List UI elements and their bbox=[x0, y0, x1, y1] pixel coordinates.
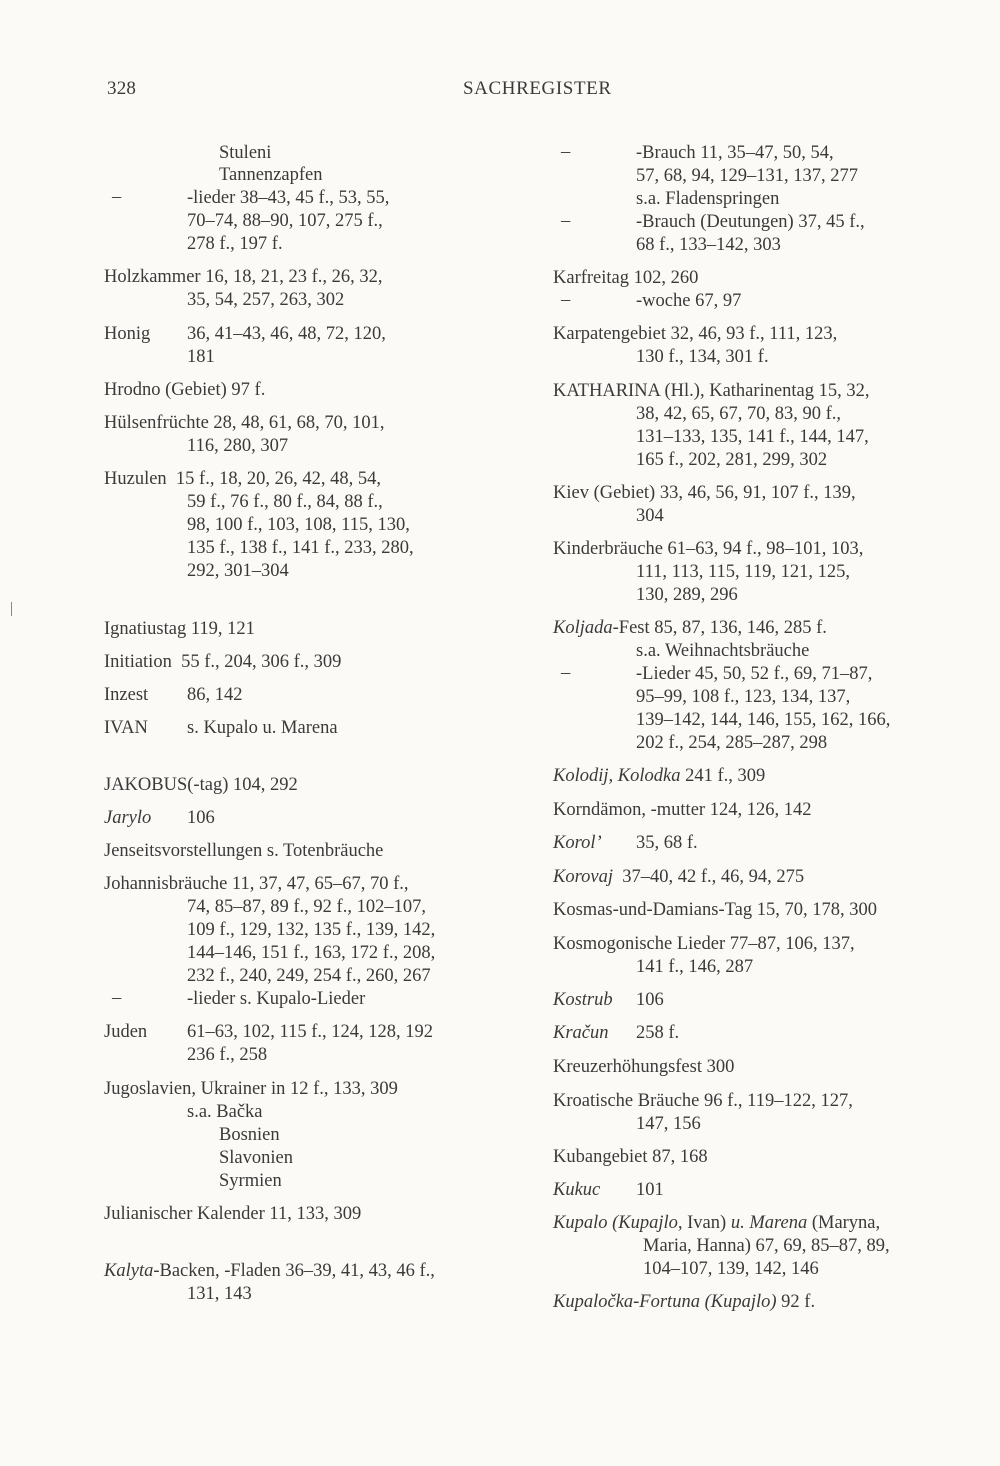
page-number: 328 bbox=[107, 78, 137, 99]
index-line bbox=[187, 1021, 433, 1043]
index-line bbox=[104, 323, 150, 345]
index-text: 101 bbox=[636, 1180, 664, 1200]
index-line bbox=[636, 732, 827, 754]
index-line bbox=[553, 765, 765, 787]
index-text: Johannisbräuche 11, 37, 47, 65–67, 70 f., bbox=[104, 874, 409, 894]
index-text: s.a. Fladenspringen bbox=[636, 189, 780, 209]
index-text: Ignatiustag 119, 121 bbox=[104, 619, 255, 639]
index-text: 258 f. bbox=[636, 1023, 680, 1043]
margin-mark bbox=[11, 602, 12, 616]
index-text: 135 f., 138 f., 141 f., 233, 280, bbox=[187, 538, 414, 558]
index-text: Karpatengebiet 32, 46, 93 f., 111, 123, bbox=[553, 324, 838, 344]
index-line bbox=[187, 1044, 267, 1066]
index-text: JAKOBUS(-tag) 104, 292 bbox=[104, 775, 298, 795]
index-text: 232 f., 240, 249, 254 f., 260, 267 bbox=[187, 966, 431, 986]
index-line bbox=[104, 1260, 435, 1282]
index-line bbox=[104, 684, 148, 706]
index-text: 181 bbox=[187, 347, 215, 367]
index-line bbox=[104, 1021, 147, 1043]
index-line bbox=[187, 323, 386, 345]
index-text: 36, 41–43, 46, 48, 72, 120, bbox=[187, 324, 386, 344]
index-line bbox=[553, 1090, 853, 1112]
index-text: 98, 100 f., 103, 108, 115, 130, bbox=[187, 515, 410, 535]
index-line bbox=[187, 1101, 263, 1123]
index-text: 86, 142 bbox=[187, 685, 243, 705]
index-text: -lieder s. Kupalo-Lieder bbox=[187, 989, 366, 1009]
index-line bbox=[219, 1170, 282, 1192]
index-line bbox=[553, 1022, 609, 1044]
index-line bbox=[187, 537, 414, 559]
italic-term: Korol’ bbox=[553, 833, 602, 853]
repeat-dash: – bbox=[561, 211, 571, 231]
index-text: 241 f., 309 bbox=[680, 766, 766, 786]
index-text: Kiev (Gebiet) 33, 46, 56, 91, 107 f., 139, bbox=[553, 483, 856, 503]
index-text: Ivan) bbox=[682, 1213, 731, 1233]
index-text: 139–142, 144, 146, 155, 162, 166, bbox=[636, 710, 891, 730]
index-text: 68 f., 133–142, 303 bbox=[636, 235, 781, 255]
index-text: -lieder 38–43, 45 f., 53, 55, bbox=[187, 188, 390, 208]
index-text: Kreuzerhöhungsfest 300 bbox=[553, 1057, 735, 1077]
index-line bbox=[187, 560, 289, 582]
index-line bbox=[636, 142, 834, 164]
index-text: 292, 301–304 bbox=[187, 561, 289, 581]
index-line bbox=[636, 640, 809, 662]
index-text: 109 f., 129, 132, 135 f., 139, 142, bbox=[187, 920, 436, 940]
index-text: 202 f., 254, 285–287, 298 bbox=[636, 733, 828, 753]
index-text: 106 bbox=[187, 808, 215, 828]
index-line bbox=[636, 1113, 701, 1135]
index-text: Stuleni bbox=[219, 143, 272, 163]
index-line bbox=[187, 684, 243, 706]
index-line bbox=[187, 187, 389, 209]
index-text: s.a. Weihnachtsbräuche bbox=[636, 641, 810, 661]
index-text: 59 f., 76 f., 80 f., 84, 88 f., bbox=[187, 492, 383, 512]
italic-term: Kostrub bbox=[553, 990, 613, 1010]
index-line bbox=[636, 165, 858, 187]
index-line bbox=[553, 799, 811, 821]
index-line bbox=[636, 211, 865, 233]
index-line bbox=[219, 1147, 293, 1169]
index-text: 106 bbox=[636, 990, 664, 1010]
index-text: Huzulen 15 f., 18, 20, 26, 42, 48, 54, bbox=[104, 469, 381, 489]
index-line bbox=[553, 989, 613, 1011]
index-line bbox=[553, 1056, 734, 1078]
index-line bbox=[104, 873, 409, 895]
index-text: 61–63, 102, 115 f., 124, 128, 192 bbox=[187, 1022, 433, 1042]
index-text: 95–99, 108 f., 123, 134, 137, bbox=[636, 687, 851, 707]
index-text: 130, 289, 296 bbox=[636, 585, 738, 605]
index-text: 304 bbox=[636, 506, 664, 526]
index-line bbox=[636, 1179, 664, 1201]
index-text: Hrodno (Gebiet) 97 f. bbox=[104, 380, 266, 400]
index-text: Holzkammer 16, 18, 21, 23 f., 26, 32, bbox=[104, 267, 383, 287]
index-line bbox=[187, 807, 215, 829]
index-text: Kubangebiet 87, 168 bbox=[553, 1147, 708, 1167]
index-line bbox=[636, 663, 872, 685]
index-line bbox=[104, 618, 255, 640]
index-line bbox=[104, 1078, 398, 1100]
index-text: -Lieder 45, 50, 52 f., 69, 71–87, bbox=[636, 664, 873, 684]
index-text: 70–74, 88–90, 107, 275 f., bbox=[187, 211, 383, 231]
index-line bbox=[187, 289, 344, 311]
index-line bbox=[636, 505, 664, 527]
index-line bbox=[187, 717, 338, 739]
index-text: Jenseitsvorstellungen s. Totenbräuche bbox=[104, 841, 384, 861]
index-line bbox=[636, 709, 890, 731]
index-text: (Maryna, bbox=[807, 1213, 881, 1233]
index-text: Tannenzapfen bbox=[219, 165, 323, 185]
index-text: 35, 68 f. bbox=[636, 833, 698, 853]
index-text: Kroatische Bräuche 96 f., 119–122, 127, bbox=[553, 1091, 853, 1111]
index-line bbox=[636, 346, 769, 368]
repeat-dash: – bbox=[112, 988, 122, 1008]
italic-term: Kupalo (Kupajlo, bbox=[553, 1213, 683, 1233]
index-line bbox=[636, 989, 664, 1011]
index-text: s. Kupalo u. Marena bbox=[187, 718, 338, 738]
index-text: 131–133, 135, 141 f., 144, 147, bbox=[636, 427, 869, 447]
index-line bbox=[636, 403, 841, 425]
index-line bbox=[187, 896, 426, 918]
index-text: s.a. Bačka bbox=[187, 1102, 263, 1122]
index-text: Inzest bbox=[104, 685, 149, 705]
index-line bbox=[187, 491, 383, 513]
index-line bbox=[553, 1291, 815, 1313]
index-text: 104–107, 139, 142, 146 bbox=[643, 1259, 819, 1279]
index-text: Maria, Hanna) 67, 69, 85–87, 89, bbox=[643, 1236, 890, 1256]
index-line bbox=[104, 774, 298, 796]
italic-term: Kračun bbox=[553, 1023, 609, 1043]
repeat-dash: – bbox=[112, 187, 122, 207]
index-line bbox=[553, 933, 855, 955]
index-line bbox=[553, 1179, 600, 1201]
index-line bbox=[643, 1235, 890, 1257]
index-text: Juden bbox=[104, 1022, 148, 1042]
repeat-dash: – bbox=[561, 142, 571, 162]
index-line bbox=[636, 686, 850, 708]
index-line bbox=[104, 266, 383, 288]
index-line bbox=[187, 965, 431, 987]
italic-term: Kukuc bbox=[553, 1180, 601, 1200]
index-line bbox=[104, 651, 341, 673]
index-text: Syrmien bbox=[219, 1171, 282, 1191]
index-line bbox=[636, 561, 850, 583]
index-text: Initiation 55 f., 204, 306 f., 309 bbox=[104, 652, 342, 672]
index-line bbox=[553, 323, 837, 345]
index-text: -Backen, -Fladen 36–39, 41, 43, 46 f., bbox=[153, 1261, 435, 1281]
index-line bbox=[553, 1146, 708, 1168]
index-text: Julianischer Kalender 11, 133, 309 bbox=[104, 1204, 362, 1224]
index-line bbox=[104, 717, 148, 739]
index-line bbox=[636, 832, 698, 854]
index-line bbox=[643, 1258, 819, 1280]
index-line bbox=[636, 426, 869, 448]
index-text: 57, 68, 94, 129–131, 137, 277 bbox=[636, 166, 858, 186]
index-text: Honig bbox=[104, 324, 151, 344]
index-line bbox=[553, 482, 856, 504]
repeat-dash: – bbox=[561, 290, 571, 310]
index-text: 37–40, 42 f., 46, 94, 275 bbox=[612, 867, 805, 887]
italic-term: u. Marena bbox=[730, 1213, 808, 1233]
index-line bbox=[104, 379, 265, 401]
repeat-dash: – bbox=[561, 663, 571, 683]
index-line bbox=[104, 412, 385, 434]
index-line bbox=[553, 1212, 880, 1234]
index-text: 116, 280, 307 bbox=[187, 436, 289, 456]
index-text: Kinderbräuche 61–63, 94 f., 98–101, 103, bbox=[553, 539, 864, 559]
index-text: Korndämon, -mutter 124, 126, 142 bbox=[553, 800, 812, 820]
index-line bbox=[104, 468, 381, 490]
index-text: -woche 67, 97 bbox=[636, 291, 742, 311]
index-text: 130 f., 134, 301 f. bbox=[636, 347, 769, 367]
index-text: Kosmogonische Lieder 77–87, 106, 137, bbox=[553, 934, 855, 954]
index-line bbox=[104, 807, 151, 829]
index-text: 111, 113, 115, 119, 121, 125, bbox=[636, 562, 850, 582]
index-text: Bosnien bbox=[219, 1125, 280, 1145]
index-line bbox=[187, 210, 383, 232]
index-line bbox=[187, 233, 283, 255]
index-line bbox=[553, 899, 877, 921]
index-text: 147, 156 bbox=[636, 1114, 701, 1134]
index-text: Jugoslavien, Ukrainer in 12 f., 133, 309 bbox=[104, 1079, 398, 1099]
index-text: Slavonien bbox=[219, 1148, 293, 1168]
index-text: 35, 54, 257, 263, 302 bbox=[187, 290, 345, 310]
index-line bbox=[636, 188, 779, 210]
index-line bbox=[553, 380, 870, 402]
italic-term: Kupaločka-Fortuna (Kupajlo) bbox=[553, 1292, 777, 1312]
index-line bbox=[187, 919, 435, 941]
index-line bbox=[187, 346, 215, 368]
index-line bbox=[553, 538, 863, 560]
index-line bbox=[636, 449, 827, 471]
italic-term: Jarylo bbox=[104, 808, 152, 828]
index-line bbox=[219, 164, 322, 186]
index-line bbox=[636, 584, 738, 606]
index-text: 131, 143 bbox=[187, 1284, 252, 1304]
index-line bbox=[553, 866, 804, 888]
index-text: KATHARINA (Hl.), Katharinentag 15, 32, bbox=[553, 381, 870, 401]
index-text: 236 f., 258 bbox=[187, 1045, 268, 1065]
index-text: 38, 42, 65, 67, 70, 83, 90 f., bbox=[636, 404, 842, 424]
index-text: 92 f. bbox=[776, 1292, 816, 1312]
italic-term: Kalyta bbox=[104, 1261, 154, 1281]
index-text: 74, 85–87, 89 f., 92 f., 102–107, bbox=[187, 897, 426, 917]
index-text: -Fest 85, 87, 136, 146, 285 f. bbox=[612, 618, 827, 638]
running-title: SACHREGISTER bbox=[463, 78, 612, 99]
index-line bbox=[187, 435, 288, 457]
index-line bbox=[553, 832, 602, 854]
italic-term: Kolodij, Kolodka bbox=[553, 766, 681, 786]
italic-term: Korovaj bbox=[553, 867, 613, 887]
index-line bbox=[104, 1203, 361, 1225]
index-text: Hülsenfrüchte 28, 48, 61, 68, 70, 101, bbox=[104, 413, 385, 433]
index-text: 141 f., 146, 287 bbox=[636, 957, 754, 977]
italic-term: Koljada bbox=[553, 618, 613, 638]
index-text: 278 f., 197 f. bbox=[187, 234, 283, 254]
index-line bbox=[553, 267, 698, 289]
index-text: -Brauch 11, 35–47, 50, 54, bbox=[636, 143, 834, 163]
index-line bbox=[636, 290, 741, 312]
index-line bbox=[553, 617, 827, 639]
index-line bbox=[636, 1022, 679, 1044]
index-text: 165 f., 202, 281, 299, 302 bbox=[636, 450, 828, 470]
index-line bbox=[219, 1124, 280, 1146]
index-line bbox=[187, 988, 365, 1010]
index-line bbox=[104, 840, 383, 862]
index-line bbox=[187, 1283, 252, 1305]
index-line bbox=[187, 514, 410, 536]
index-text: IVAN bbox=[104, 718, 148, 738]
index-line bbox=[636, 234, 781, 256]
index-text: Karfreitag 102, 260 bbox=[553, 268, 699, 288]
index-line bbox=[636, 956, 753, 978]
index-text: Kosmas-und-Damians-Tag 15, 70, 178, 300 bbox=[553, 900, 877, 920]
index-text: -Brauch (Deutungen) 37, 45 f., bbox=[636, 212, 865, 232]
index-text: 144–146, 151 f., 163, 172 f., 208, bbox=[187, 943, 436, 963]
index-line bbox=[187, 942, 435, 964]
index-line bbox=[219, 142, 271, 164]
